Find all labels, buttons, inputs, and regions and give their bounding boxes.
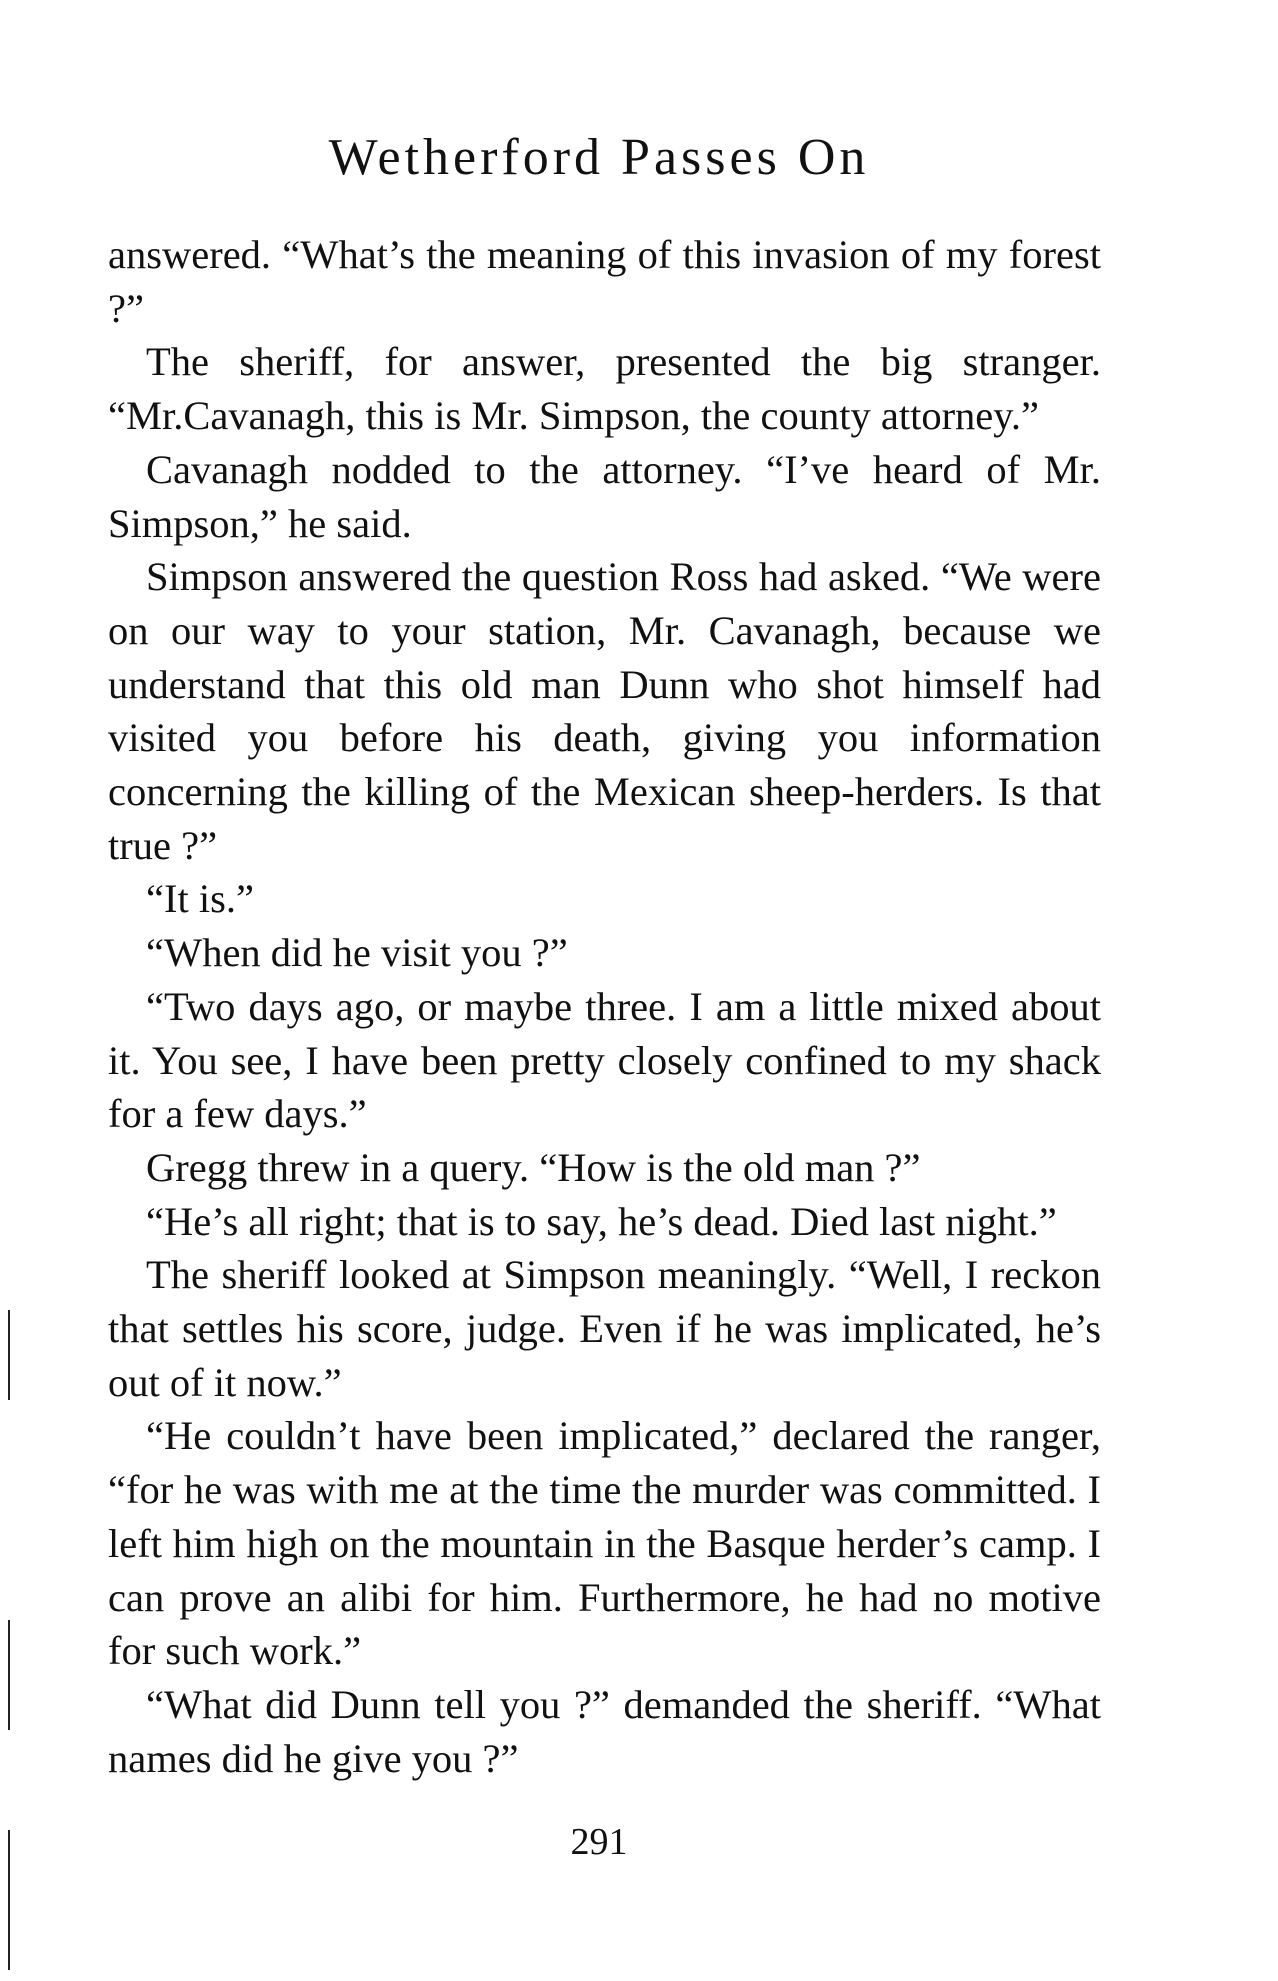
scan-edge-mark — [8, 1620, 10, 1730]
paragraph: “He couldn’t have been implicated,” declared the ranger, “for he was with me at the time the murder was committed. I left him high on the mountain in the Basque herder’s camp. I can prove an alibi for him. Furthermore, he had no motive for such work.” — [108, 1413, 1101, 1674]
running-head: Wetherford Passes On — [328, 129, 870, 186]
scan-edge-mark — [8, 1830, 10, 1970]
paragraph: “He’s all right; that is to say, he’s dead. Died last night.” — [146, 1198, 1057, 1244]
scan-edge-mark — [8, 1310, 10, 1400]
paragraph: The sheriff looked at Simpson meaningly. “Well, I reckon that settles his score, judge. Even if he was implicated, he’s out of it now.” — [108, 1252, 1101, 1405]
body-text — [108, 228, 1101, 1785]
paragraph: “Two days ago, or maybe three. I am a little mixed about it. You see, I have been pretty closely confined to my shack for a few days.” — [108, 983, 1101, 1137]
paragraph: “When did he visit you ?” — [146, 930, 568, 976]
paragraph: “What did Dunn tell you ?” demanded the sheriff. “What names did he give you ?” — [108, 1681, 1101, 1781]
paragraph: “It is.” — [146, 876, 254, 922]
paragraph: answered. “What’s the meaning of this invasion of my forest ?” — [108, 232, 1101, 331]
page-number: 291 — [570, 1821, 628, 1863]
paragraph: Cavanagh nodded to the attorney. “I’ve heard of Mr. Simpson,” he said. — [108, 446, 1101, 546]
paragraph: Simpson answered the question Ross had asked. “We were on our way to your station, Mr. Cavanagh, because we understand that this old man Dunn who shot himself had visited you before his death, giving you information concerning the killing of the Mexican sheep-herders. Is that true ?” — [108, 554, 1101, 868]
paragraph: Gregg threw in a query. “How is the old man ?” — [146, 1144, 921, 1190]
paragraph: The sheriff, for answer, presented the big stranger. “Mr.Cavanagh, this is Mr. Simpson, the county attorney.” — [108, 339, 1101, 439]
